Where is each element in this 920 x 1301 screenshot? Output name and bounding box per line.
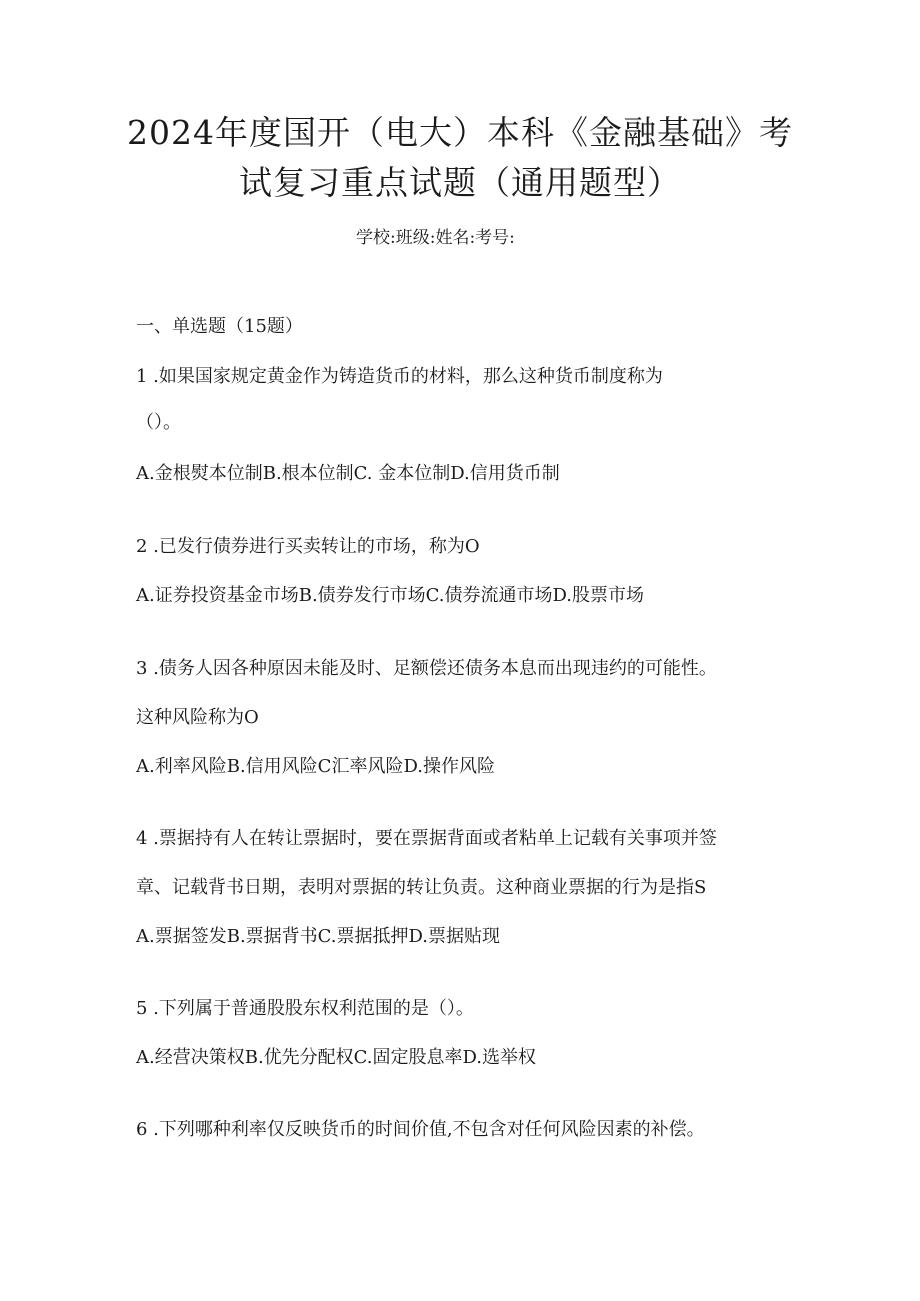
question-4-stem: 4 .票据持有人在转让票据时，要在票据背面或者粘单上记载有关事项并签 [136,828,717,849]
question-1-stem-cont: （）。 [136,412,181,433]
question-2-stem: 2 .已发行债券进行买卖转让的市场，称为O [136,536,480,557]
student-info-line: 学校:班级:姓名:考号: [356,228,515,248]
question-5-options: A.经营决策权B.优先分配权C.固定股息率D.选举权 [136,1047,537,1068]
question-3-stem: 3 .债务人因各种原因未能及时、足额偿还债务本息而出现违约的可能性。 [136,658,717,679]
question-3-options: A.利率风险B.信用风险C汇率风险D.操作风险 [136,756,495,777]
question-6-stem: 6 .下列哪种利率仅反映货币的时间价值,不包含对任何风险因素的补偿。 [136,1119,705,1140]
question-4-stem-cont: 章、记载背书日期，表明对票据的转让负责。这种商业票据的行为是指S [136,877,707,898]
question-1-options: A.金根熨本位制B.根本位制C. 金本位制D.信用货币制 [136,463,560,484]
question-2-options: A.证券投资基金市场B.债券发行市场C.债券流通市场D.股票市场 [136,585,645,606]
section-heading: 一、单选题（15题） [136,316,303,337]
document-title-line-1: 2024年度国开（电大）本科《金融基础》考 [127,113,793,152]
question-5-stem: 5 .下列属于普通股股东权利范围的是（）。 [136,998,474,1019]
document-title-line-2: 试复习重点试题（通用题型） [239,163,681,202]
question-1-stem: 1 .如果国家规定黄金作为铸造货币的材料，那么这种货币制度称为 [136,366,663,387]
question-4-options: A.票据签发B.票据背书C.票据抵押D.票据贴现 [136,926,501,947]
question-3-stem-cont: 这种风险称为O [136,707,259,728]
